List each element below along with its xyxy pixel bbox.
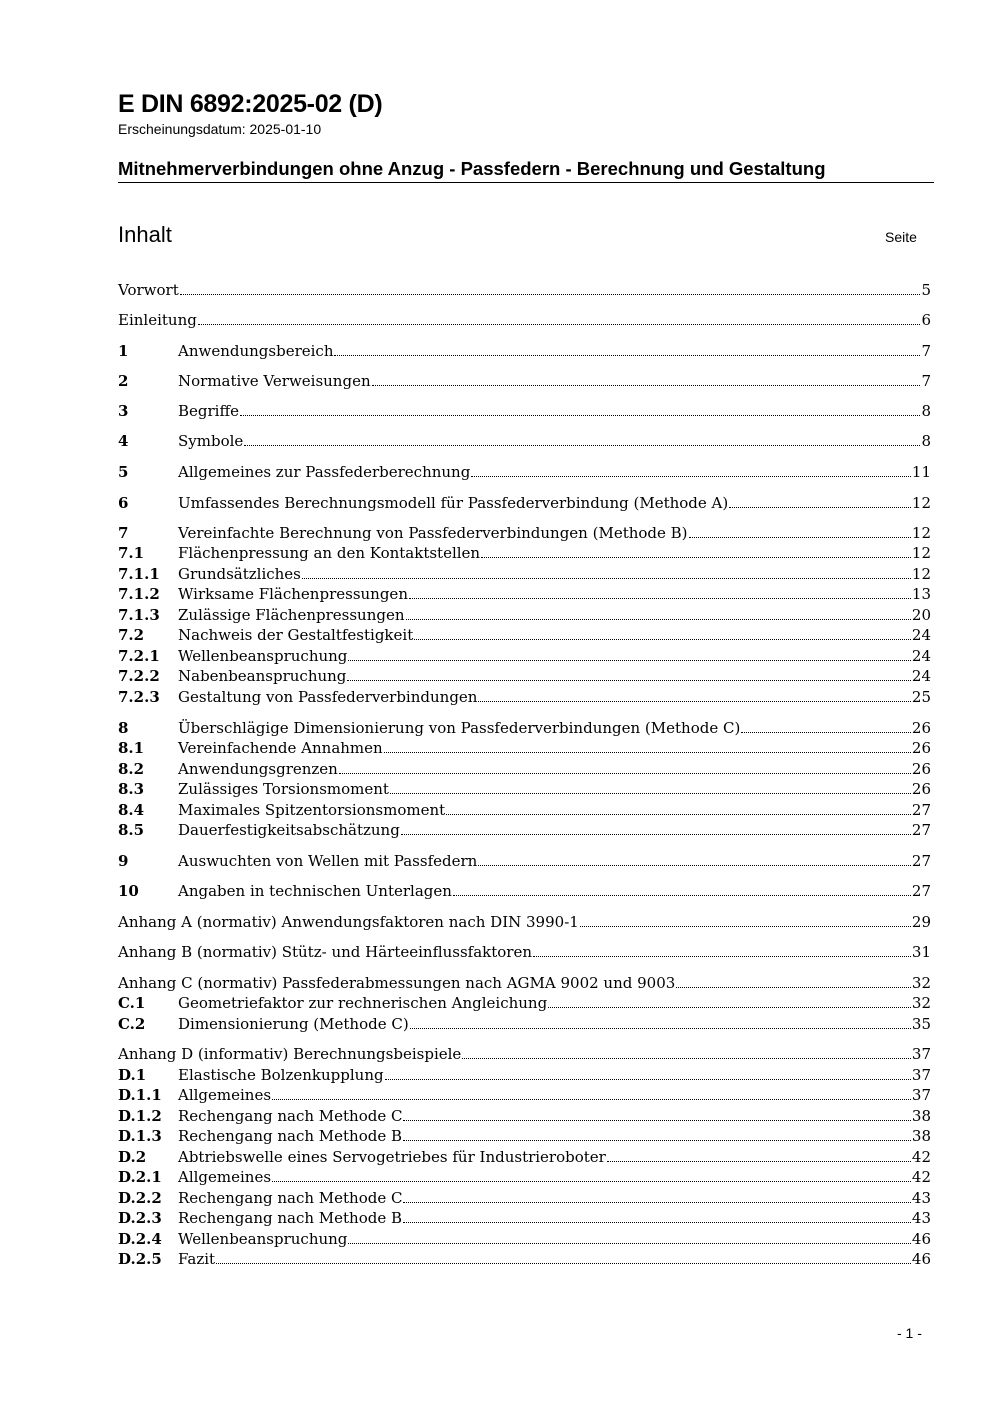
toc-entry[interactable] (118, 1229, 931, 1249)
toc-dot-leader (741, 731, 911, 733)
toc-entry-number: 2 (118, 372, 129, 390)
toc-entry[interactable] (118, 310, 931, 330)
toc-entry-number: C.2 (118, 1015, 146, 1033)
toc-entry-label: Anwendungsbereich (178, 342, 334, 360)
toc-entry-label: Anhang C (normativ) Passfederabmessungen nach AGMA 9002 und 9003 (118, 974, 676, 992)
toc-dot-leader (462, 1057, 911, 1059)
toc-entry-page: 20 (911, 606, 931, 624)
toc-dot-leader (676, 986, 911, 988)
toc-entry-label: Fazit (178, 1250, 216, 1268)
toc-entry-number: 3 (118, 402, 129, 420)
toc-entry[interactable] (118, 779, 931, 799)
toc-entry[interactable] (118, 543, 931, 563)
toc-entry[interactable] (118, 1147, 931, 1167)
toc-entry-label: Überschlägige Dimensionierung von Passfederverbindungen (Methode C) (178, 719, 741, 737)
toc-dot-leader (410, 1027, 911, 1029)
toc-entry-number: 7.2.2 (118, 667, 160, 685)
toc-entry-number: 7.1.1 (118, 565, 160, 583)
toc-entry[interactable] (118, 1208, 931, 1228)
toc-entry-label: Dimensionierung (Methode C) (178, 1015, 409, 1033)
toc-dot-leader (180, 293, 921, 295)
toc-entry-number: 6 (118, 494, 129, 512)
toc-entry[interactable] (118, 1249, 931, 1269)
toc-dot-leader (580, 925, 911, 927)
toc-dot-leader (385, 1078, 911, 1080)
toc-entry-number: 7.2.1 (118, 647, 160, 665)
toc-entry-number: 8.3 (118, 780, 145, 798)
toc-entry-number: 8.4 (118, 801, 145, 819)
toc-dot-leader (403, 1221, 911, 1223)
toc-entry-number: 4 (118, 432, 129, 450)
toc-entry-page: 38 (911, 1107, 931, 1125)
toc-entry-page: 46 (911, 1250, 931, 1268)
toc-dot-leader (414, 638, 911, 640)
toc-entry-label: Allgemeines (178, 1168, 272, 1186)
toc-entry-page: 37 (911, 1086, 931, 1104)
toc-entry-label: Anhang A (normativ) Anwendungsfaktoren nach DIN 3990-1 (118, 913, 579, 931)
toc-entry-number: 7.1 (118, 544, 145, 562)
toc-entry-label: Nachweis der Gestaltfestigkeit (178, 626, 414, 644)
toc-entry-label: Allgemeines (178, 1086, 272, 1104)
toc-dot-leader (348, 659, 911, 661)
toc-dot-leader (272, 1180, 911, 1182)
toc-entry[interactable] (118, 462, 931, 482)
toc-entry[interactable] (118, 1085, 931, 1105)
toc-entry-page: 32 (911, 994, 931, 1012)
toc-entry-label: Vereinfachende Annahmen (178, 739, 383, 757)
toc-dot-leader (240, 414, 920, 416)
toc-entry[interactable] (118, 605, 931, 625)
toc-entry-page: 42 (911, 1168, 931, 1186)
toc-entry-page: 12 (911, 524, 931, 542)
toc-entry[interactable] (118, 625, 931, 645)
toc-entry-page: 38 (911, 1127, 931, 1145)
toc-entry-number: 7.1.2 (118, 585, 160, 603)
toc-dot-leader (409, 597, 911, 599)
toc-entry[interactable] (118, 1167, 931, 1187)
toc-entry-number: D.2.5 (118, 1250, 162, 1268)
toc-entry[interactable] (118, 942, 931, 962)
toc-entry-page: 6 (921, 311, 931, 329)
document-title: Mitnehmerverbindungen ohne Anzug - Passfedern - Berechnung und Gestaltung (118, 158, 934, 183)
toc-entry-page: 37 (911, 1066, 931, 1084)
toc-entry-page: 26 (911, 780, 931, 798)
toc-dot-leader (403, 1119, 910, 1121)
toc-dot-leader (302, 577, 911, 579)
toc-entry-page: 26 (911, 760, 931, 778)
toc-entry-label: Maximales Spitzentorsionsmoment (178, 801, 446, 819)
toc-entry[interactable] (118, 993, 931, 1013)
toc-dot-leader (478, 864, 911, 866)
toc-entry-page: 31 (911, 943, 931, 961)
toc-entry-label: Rechengang nach Methode C (178, 1107, 403, 1125)
toc-dot-leader (339, 772, 911, 774)
toc-entry-label: Rechengang nach Methode C (178, 1189, 403, 1207)
toc-entry[interactable] (118, 718, 931, 738)
toc-dot-leader (607, 1160, 911, 1162)
toc-entry-label: Angaben in technischen Unterlagen (178, 882, 452, 900)
toc-entry-label: Allgemeines zur Passfederberechnung (178, 463, 471, 481)
toc-entry-label: Zulässiges Torsionsmoment (178, 780, 389, 798)
toc-entry-page: 43 (911, 1209, 931, 1227)
toc-entry-number: 9 (118, 852, 129, 870)
toc-entry-page: 26 (911, 719, 931, 737)
toc-entry-label: Normative Verweisungen (178, 372, 371, 390)
toc-entry-label: Anhang B (normativ) Stütz- und Härteeinflussfaktoren (118, 943, 532, 961)
toc-entry-number: 1 (118, 342, 129, 360)
toc-dot-leader (244, 444, 920, 446)
toc-entry-label: Zulässige Flächenpressungen (178, 606, 405, 624)
toc-entry-label: Dauerfestigkeitsabschätzung (178, 821, 400, 839)
toc-dot-leader (216, 1262, 911, 1264)
toc-entry[interactable] (118, 912, 931, 932)
toc-entry-page: 29 (911, 913, 931, 931)
toc-dot-leader (198, 323, 921, 325)
toc-entry-number: 7.2.3 (118, 688, 160, 706)
toc-dot-leader (384, 751, 911, 753)
toc-entry-label: Vereinfachte Berechnung von Passfederverbindungen (Methode B) (178, 524, 688, 542)
toc-dot-leader (471, 475, 911, 477)
toc-entry-page: 24 (911, 647, 931, 665)
toc-entry[interactable] (118, 564, 931, 584)
toc-entry-label: Rechengang nach Methode B (178, 1209, 403, 1227)
toc-entry-page: 8 (921, 432, 931, 450)
toc-entry-page: 5 (921, 281, 931, 299)
toc-entry[interactable] (118, 1126, 931, 1146)
toc-entry-number: D.2.4 (118, 1230, 162, 1248)
toc-entry[interactable] (118, 431, 931, 451)
toc-dot-leader (334, 354, 920, 356)
toc-entry-page: 35 (911, 1015, 931, 1033)
toc-entry-label: Umfassendes Berechnungsmodell für Passfederverbindung (Methode A) (178, 494, 729, 512)
toc-entry-number: C.1 (118, 994, 146, 1012)
toc-entry-page: 27 (911, 821, 931, 839)
toc-entry[interactable] (118, 800, 931, 820)
toc-entry-label: Symbole (178, 432, 244, 450)
toc-entry-number: D.2.1 (118, 1168, 162, 1186)
toc-entry[interactable] (118, 280, 931, 300)
toc-entry-number: 7.1.3 (118, 606, 160, 624)
toc-entry[interactable] (118, 881, 931, 901)
toc-entry[interactable] (118, 371, 931, 391)
toc-entry[interactable] (118, 401, 931, 421)
toc-entry-number: 10 (118, 882, 139, 900)
toc-entry-label: Gestaltung von Passfederverbindungen (178, 688, 478, 706)
toc-entry-page: 12 (911, 544, 931, 562)
toc-entry-number: 8.1 (118, 739, 145, 757)
toc-entry-number: D.1.2 (118, 1107, 162, 1125)
toc-entry[interactable] (118, 646, 931, 666)
toc-entry-page: 12 (911, 494, 931, 512)
toc-dot-leader (548, 1006, 911, 1008)
toc-dot-leader (481, 556, 911, 558)
toc-entry[interactable] (118, 1188, 931, 1208)
toc-dot-leader (372, 384, 921, 386)
toc-entry-page: 11 (911, 463, 931, 481)
toc-entry[interactable] (118, 341, 931, 361)
toc-dot-leader (446, 813, 911, 815)
toc-dot-leader (406, 618, 911, 620)
toc-entry-label: Anhang D (informativ) Berechnungsbeispiele (118, 1045, 462, 1063)
toc-entry-label: Nabenbeanspruchung (178, 667, 347, 685)
toc-entry[interactable] (118, 493, 931, 513)
toc-entry-label: Grundsätzliches (178, 565, 301, 583)
toc-entry-page: 7 (921, 342, 931, 360)
toc-entry-label: Rechengang nach Methode B (178, 1127, 403, 1145)
toc-dot-leader (403, 1139, 911, 1141)
toc-entry-label: Vorwort (118, 281, 179, 299)
toc-entry[interactable] (118, 584, 931, 604)
toc-entry-number: 8.5 (118, 821, 145, 839)
toc-entry-label: Wellenbeanspruchung (178, 1230, 348, 1248)
toc-entry[interactable] (118, 1065, 931, 1085)
toc-dot-leader (729, 506, 911, 508)
toc-entry-number: 8 (118, 719, 129, 737)
toc-entry-page: 46 (911, 1230, 931, 1248)
toc-entry[interactable] (118, 820, 931, 840)
toc-entry-page: 26 (911, 739, 931, 757)
toc-entry-label: Einleitung (118, 311, 197, 329)
toc-entry[interactable] (118, 738, 931, 758)
toc-dot-leader (347, 679, 911, 681)
page-column-label: Seite (885, 229, 917, 245)
footer-page-number: - 1 - (897, 1325, 922, 1341)
toc-dot-leader (272, 1098, 911, 1100)
toc-entry-number: 7.2 (118, 626, 145, 644)
toc-entry-label: Wirksame Flächenpressungen (178, 585, 408, 603)
toc-entry-page: 32 (911, 974, 931, 992)
toc-dot-leader (401, 833, 911, 835)
publication-date: Erscheinungsdatum: 2025-01-10 (118, 121, 322, 137)
toc-entry[interactable] (118, 1014, 931, 1034)
toc-dot-leader (533, 955, 911, 957)
toc-dot-leader (689, 536, 911, 538)
toc-entry-page: 43 (911, 1189, 931, 1207)
toc-entry-page: 24 (911, 667, 931, 685)
toc-entry[interactable] (118, 1106, 931, 1126)
toc-entry[interactable] (118, 523, 931, 543)
toc-entry-number: D.2 (118, 1148, 147, 1166)
toc-entry[interactable] (118, 759, 931, 779)
toc-entry-page: 27 (911, 852, 931, 870)
toc-entry[interactable] (118, 687, 931, 707)
toc-entry-page: 37 (911, 1045, 931, 1063)
toc-entry-page: 24 (911, 626, 931, 644)
toc-entry-number: D.2.3 (118, 1209, 162, 1227)
toc-entry[interactable] (118, 973, 931, 993)
toc-entry-label: Abtriebswelle eines Servogetriebes für Industrieroboter (178, 1148, 606, 1166)
toc-entry-label: Wellenbeanspruchung (178, 647, 348, 665)
toc-entry[interactable] (118, 1044, 931, 1064)
toc-entry-page: 42 (911, 1148, 931, 1166)
toc-entry-label: Flächenpressung an den Kontaktstellen (178, 544, 481, 562)
toc-entry-label: Geometriefaktor zur rechnerischen Angleichung (178, 994, 548, 1012)
toc-entry-label: Auswuchten von Wellen mit Passfedern (178, 852, 478, 870)
toc-entry-page: 8 (921, 402, 931, 420)
toc-dot-leader (348, 1242, 911, 1244)
toc-entry-label: Anwendungsgrenzen (178, 760, 338, 778)
toc-heading: Inhalt (118, 222, 172, 247)
toc-dot-leader (390, 792, 911, 794)
toc-entry-page: 27 (911, 882, 931, 900)
toc-entry-number: D.1.1 (118, 1086, 162, 1104)
toc-entry-page: 12 (911, 565, 931, 583)
toc-entry-page: 25 (911, 688, 931, 706)
toc-dot-leader (478, 700, 910, 702)
toc-entry[interactable] (118, 851, 931, 871)
document-id: E DIN 6892:2025-02 (D) (118, 90, 383, 118)
toc-entry-label: Elastische Bolzenkupplung (178, 1066, 384, 1084)
toc-entry-page: 27 (911, 801, 931, 819)
toc-entry-page: 7 (921, 372, 931, 390)
toc-entry-number: D.1.3 (118, 1127, 162, 1145)
toc-entry-label: Begriffe (178, 402, 240, 420)
toc-entry-number: D.1 (118, 1066, 147, 1084)
toc-entry-number: D.2.2 (118, 1189, 162, 1207)
toc-entry-number: 7 (118, 524, 129, 542)
toc-dot-leader (453, 894, 911, 896)
toc-dot-leader (403, 1201, 910, 1203)
toc-entry-number: 5 (118, 463, 129, 481)
toc-entry-number: 8.2 (118, 760, 145, 778)
toc-entry-page: 13 (911, 585, 931, 603)
toc-entry[interactable] (118, 666, 931, 686)
